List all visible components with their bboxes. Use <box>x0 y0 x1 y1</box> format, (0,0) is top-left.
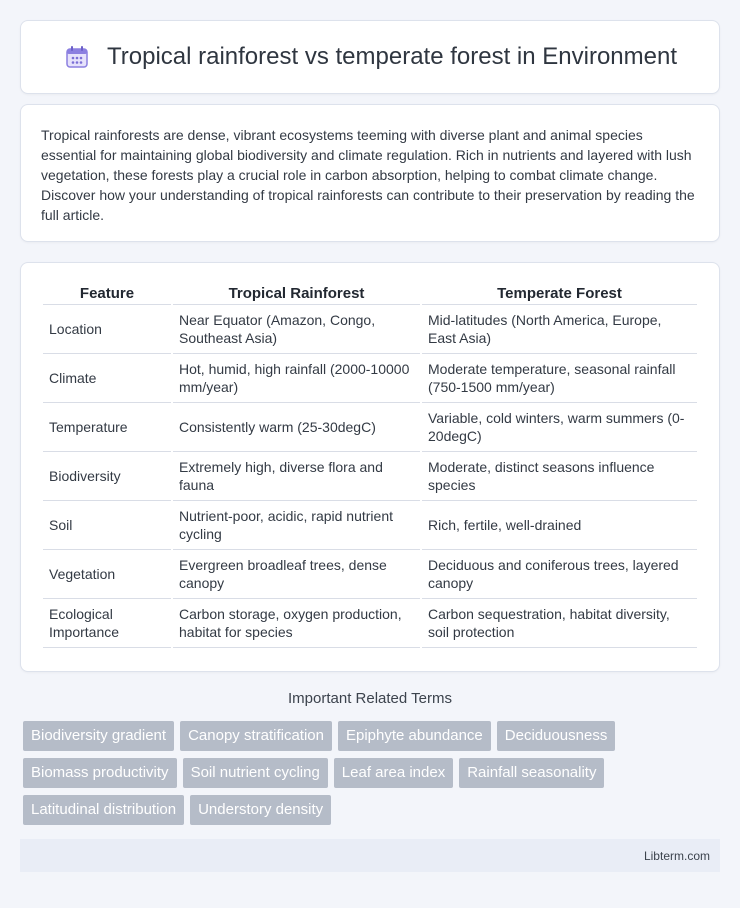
cell-tropical: Carbon storage, oxygen production, habitat for species <box>173 599 420 648</box>
header-temperate: Temperate Forest <box>422 283 697 305</box>
table-row <box>43 452 697 501</box>
table-row <box>43 501 697 550</box>
cell-feature: Location <box>43 305 171 354</box>
related-term-tag[interactable]: Understory density <box>190 795 331 825</box>
table-row <box>43 599 697 648</box>
intro-card <box>20 104 720 242</box>
cell-tropical: Nutrient-poor, acidic, rapid nutrient cycling <box>173 501 420 550</box>
cell-temperate: Rich, fertile, well-drained <box>422 501 697 550</box>
header-feature: Feature <box>43 283 171 305</box>
calendar-icon <box>63 43 91 71</box>
related-term-tag[interactable]: Leaf area index <box>334 758 453 788</box>
related-term-tag[interactable]: Rainfall seasonality <box>459 758 604 788</box>
cell-tropical: Extremely high, diverse flora and fauna <box>173 452 420 501</box>
cell-temperate: Mid-latitudes (North America, Europe, East Asia) <box>422 305 697 354</box>
related-term-tag[interactable]: Deciduousness <box>497 721 616 751</box>
cell-tropical: Near Equator (Amazon, Congo, Southeast Asia) <box>173 305 420 354</box>
table-header-row <box>43 283 697 305</box>
cell-tropical: Consistently warm (25-30degC) <box>173 403 420 452</box>
related-term-tag[interactable]: Soil nutrient cycling <box>183 758 328 788</box>
cell-temperate: Moderate temperature, seasonal rainfall (750-1500 mm/year) <box>422 354 697 403</box>
cell-temperate: Moderate, distinct seasons influence species <box>422 452 697 501</box>
page-title: Tropical rainforest vs temperate forest in Environment <box>106 43 677 70</box>
related-term-tag[interactable]: Epiphyte abundance <box>338 721 491 751</box>
cell-tropical: Hot, humid, high rainfall (2000-10000 mm/year) <box>173 354 420 403</box>
comparison-table <box>41 283 699 648</box>
footer-site-link[interactable]: Libterm.com <box>643 848 710 863</box>
related-term-tag[interactable]: Biodiversity gradient <box>23 721 174 751</box>
table-row <box>43 305 697 354</box>
footer <box>20 839 720 872</box>
related-terms-heading: Important Related Terms <box>288 690 452 707</box>
intro-text: Tropical rainforests are dense, vibrant ecosystems teeming with diverse plant and animal species essential for maintaining global biodiversity and climate regulation. Rich in nutrients and layered with lush vegetation, these forests play a crucial role in carbon absorption, helping to combat climate change. Discover how your understanding of tropical rainforests can contribute to their preservation by reading the full article. <box>41 127 695 223</box>
related-term-tag[interactable]: Canopy stratification <box>180 721 332 751</box>
table-row <box>43 354 697 403</box>
related-term-tag[interactable]: Latitudinal distribution <box>23 795 184 825</box>
header-tropical: Tropical Rainforest <box>173 283 420 305</box>
related-term-tag[interactable]: Biomass productivity <box>23 758 177 788</box>
cell-temperate: Deciduous and coniferous trees, layered canopy <box>422 550 697 599</box>
cell-feature: Ecological Importance <box>43 599 171 648</box>
cell-feature: Vegetation <box>43 550 171 599</box>
cell-feature: Climate <box>43 354 171 403</box>
cell-feature: Biodiversity <box>43 452 171 501</box>
cell-feature: Temperature <box>43 403 171 452</box>
table-row <box>43 550 697 599</box>
cell-temperate: Variable, cold winters, warm summers (0-20degC) <box>422 403 697 452</box>
title-card <box>20 20 720 94</box>
cell-temperate: Carbon sequestration, habitat diversity, soil protection <box>422 599 697 648</box>
related-terms-tags <box>20 721 720 825</box>
table-row <box>43 403 697 452</box>
cell-tropical: Evergreen broadleaf trees, dense canopy <box>173 550 420 599</box>
comparison-table-card <box>20 262 720 672</box>
related-terms-section <box>20 690 720 825</box>
cell-feature: Soil <box>43 501 171 550</box>
